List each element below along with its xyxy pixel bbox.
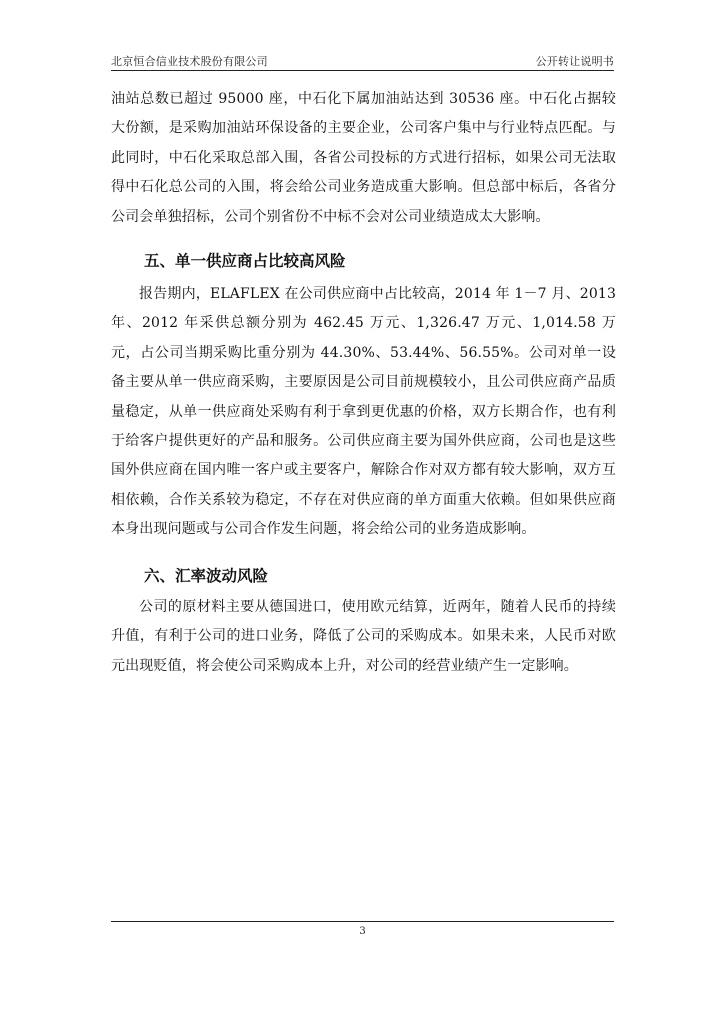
exchange-rate-risk-paragraph: 公司的原材料主要从德国进口，使用欧元结算，近两年，随着人民币的持续升值，有利于公司的进口业务，降低了公司的采购成本。如果未来，人民币对欧元出现贬值，将会使公司采购成本上升，对公司的经营业绩产生一定影响。 [111, 598, 616, 674]
page-number: 3 [359, 926, 366, 937]
page-footer [111, 921, 614, 937]
supplier-risk-paragraph: 报告期内，ELAFLEX 在公司供应商中占比较高，2014 年 1－7 月、2013 年、2012 年采供总额分别为 462.45 万元、1,326.47 万元、1,014.58 万元，占公司当期采购比重分别为 44.30%、53.44%、56.55%。公司对单一设备主要从单一供应商采购，主要原因是公司目前规模较小，且公司供应商产品质量稳定，从单一供应商处采购有利于拿到更优惠的价格，双方长期合作，也有利于给客户提供更好的产品和服务。公司供应商主要为国外供应商，公司也是这些国外供应商在国内唯一客户或主要客户，解除合作对双方都有较大影响，双方互相依赖，合作关系较为稳定，不存在对供应商的单方面重大依赖。但如果供应商本身出现问题或与公司合作发生问题，将会给公司的业务造成影响。 [111, 286, 616, 538]
document-body [111, 85, 616, 681]
page-header [111, 52, 614, 71]
section-heading-supplier-risk: 五、单一供应商占比较高风险 [144, 252, 346, 271]
section-heading-exchange-rate-risk: 六、汇率波动风险 [144, 566, 269, 585]
intro-paragraph: 油站总数已超过 95000 座，中石化下属加油站达到 30536 座。中石化占据较大份额，是采购加油站环保设备的主要企业，公司客户集中与行业特点匹配。与此同时，中石化采取总部入围，各省公司投标的方式进行招标，如果公司无法取得中石化总公司的入围，将会给公司业务造成重大影响。但总部中标后，各省分公司会单独招标，公司个别省份不中标不会对公司业绩造成太大影响。 [111, 91, 616, 225]
header-company-name: 北京恒合信业技术股份有限公司 [111, 55, 268, 68]
header-document-type: 公开转让说明书 [535, 55, 614, 68]
